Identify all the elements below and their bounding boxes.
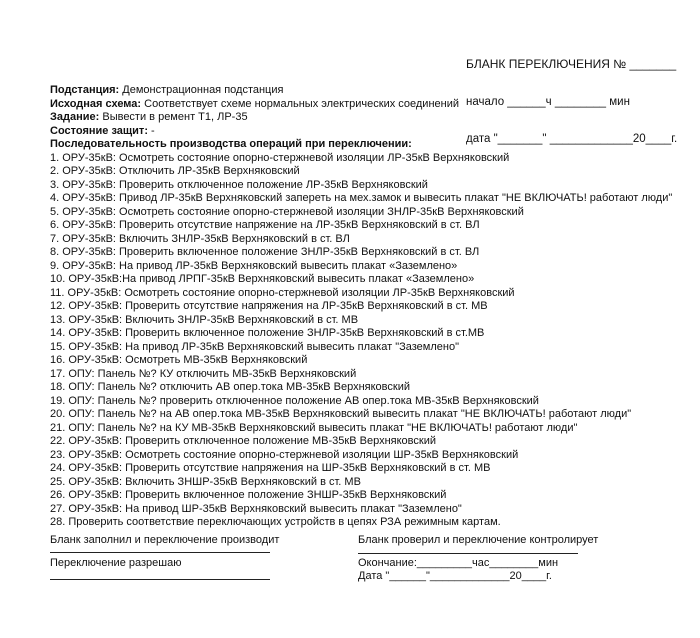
operation-item: 27. ОРУ-35кВ: На привод ШР-35кВ Верхняковский вывесить плакат "Заземлено" [50, 502, 462, 515]
allowed-by-signature-line [50, 579, 270, 580]
protection-row [50, 125, 695, 139]
operation-item: 21. ОПУ: Панель №? на КУ МВ-35кВ Верхняковский вывесить плакат "НЕ ВКЛЮЧАТЬ! работают люди" [50, 421, 578, 434]
operation-item: 2. ОРУ-35кВ: Отключить ЛР-35кВ Верхняковский [50, 165, 300, 177]
substation-value: Демонстрационная подстанция [119, 84, 284, 96]
operation-item: 4. ОРУ-35кВ: Привод ЛР-35кВ Верхняковский запереть на мех.замок и вывесить плакат "НЕ ВКЛЮЧАТЬ! работают люди" [50, 192, 673, 204]
operation-item: 7. ОРУ-35кВ: Включить ЗНЛР-35кВ Верхняковский в ст. ВЛ [50, 232, 350, 245]
form-title: БЛАНК ПЕРЕКЛЮЧЕНИЯ № _______ [466, 57, 677, 71]
operation-item: 24. ОРУ-35кВ: Проверить отсутствие напряжения на ШР-35кВ Верхняковский в ст. МВ [50, 462, 491, 474]
operation-item: 10. ОРУ-35кВ:На привод ЛРПГ-35кВ Верхняковский вывесить плакат «Заземлено» [50, 273, 475, 285]
checked-by-label: Бланк проверил и переключение контролирует [358, 534, 599, 546]
operation-item: 11. ОРУ-35кВ: Осмотреть состояние опорно-стержневой изоляции ЛР-35кВ Верхняковский [50, 286, 515, 299]
operations-title: Последовательность производства операций при переключении: [50, 138, 412, 150]
scheme-label: Исходная схема: [50, 97, 142, 110]
substation-row [50, 84, 695, 98]
operation-item: 23. ОРУ-35кВ: Осмотреть состояние опорно-стержневой изоляции ШР-35кВ Верхняковский [50, 448, 519, 461]
operation-item: 9. ОРУ-35кВ: На привод ЛР-35кВ Верхняковский вывесить плакат «Заземлено» [50, 259, 458, 272]
operation-item: 12. ОРУ-35кВ: Проверить отсутствие напряжения на ЛР-35кВ Верхняковский в ст. МВ [50, 300, 488, 312]
operation-item: 5. ОРУ-35кВ: Осмотреть состояние опорно-стержневой изоляции ЗНЛР-35кВ Верхняковский [50, 205, 524, 218]
task-label: Задание: [50, 111, 100, 123]
filled-by-signature-line [50, 552, 270, 553]
protection-label: Состояние защит: [50, 124, 148, 137]
start-time-line: начало ______ч ________ мин [466, 95, 630, 108]
protection-value: - [148, 124, 155, 137]
operation-item: 28. Проверить соответствие переключающих устройств в цепях РЗА режимным картам. [50, 516, 501, 528]
operation-item: 19. ОПУ: Панель №? проверить отключенное положение АВ опер.тока МВ-35кВ Верхняковский [50, 394, 539, 407]
scheme-value: Соответствует схеме нормальных электрических соединений [141, 97, 460, 110]
allowed-by-label: Переключение разрешаю [50, 557, 182, 569]
end-date-line: Дата "______"_____________20____г. [358, 570, 552, 582]
operation-item: 6. ОРУ-35кВ: Проверить отсутствие напряжение на ЛР-35кВ Верхняковский в ст. ВЛ [50, 219, 480, 231]
operation-item: 1. ОРУ-35кВ: Осмотреть состояние опорно-стержневой изоляции ЛР-35кВ Верхняковский [50, 151, 510, 164]
operation-item: 18. ОПУ: Панель №? отключить АВ опер.тока МВ-35кВ Верхняковский [50, 381, 410, 393]
end-time-line: Окончание:_________час________мин [358, 557, 559, 569]
operation-item: 15. ОРУ-35кВ: На привод ЛР-35кВ Верхняковский вывесить плакат "Заземлено" [50, 340, 459, 353]
operation-item: 22. ОРУ-35кВ: Проверить отключенное положение МВ-35кВ Верхняковский [50, 435, 436, 447]
operation-item: 16. ОРУ-35кВ: Осмотреть МВ-35кВ Верхняковский [50, 354, 308, 366]
checked-by-signature-line [358, 553, 578, 554]
operation-item: 8. ОРУ-35кВ: Проверить включенное положение ЗНЛР-35кВ Верхняковский в ст. ВЛ [50, 246, 480, 258]
operation-item: 3. ОРУ-35кВ: Проверить отключенное положение ЛР-35кВ Верхняковский [50, 178, 428, 191]
task-value: Вывести в ремент Т1, ЛР-35 [99, 111, 248, 123]
operation-item: 20. ОПУ: Панель №? на АВ опер.тока МВ-35кВ Верхняковский вывесить плакат "НЕ ВКЛЮЧАТЬ! работают люди" [50, 408, 632, 420]
scheme-row [50, 95, 695, 112]
operation-item: 26. ОРУ-35кВ: Проверить включенное положение ЗНШР-35кВ Верхняковский [50, 489, 447, 501]
form-body [50, 84, 695, 530]
substation-label: Подстанция: [50, 84, 120, 96]
operation-item: 25. ОРУ-35кВ: Включить ЗНШР-35кВ Верхняковский в ст. МВ [50, 475, 361, 488]
filled-by-label: Бланк заполнил и переключение производит [50, 534, 280, 546]
date-line: дата "_______" _____________20____г. [466, 133, 678, 145]
operation-item: 14. ОРУ-35кВ: Проверить включенное положение ЗНЛР-35кВ Верхняковский в ст.МВ [50, 327, 485, 339]
task-row [50, 111, 695, 125]
operation-item: 13. ОРУ-35кВ: Включить ЗНЛР-35кВ Верхняковский в ст. МВ [50, 313, 359, 326]
operation-item: 17. ОПУ: Панель №? КУ отключить МВ-35кВ Верхняковский [50, 367, 357, 380]
